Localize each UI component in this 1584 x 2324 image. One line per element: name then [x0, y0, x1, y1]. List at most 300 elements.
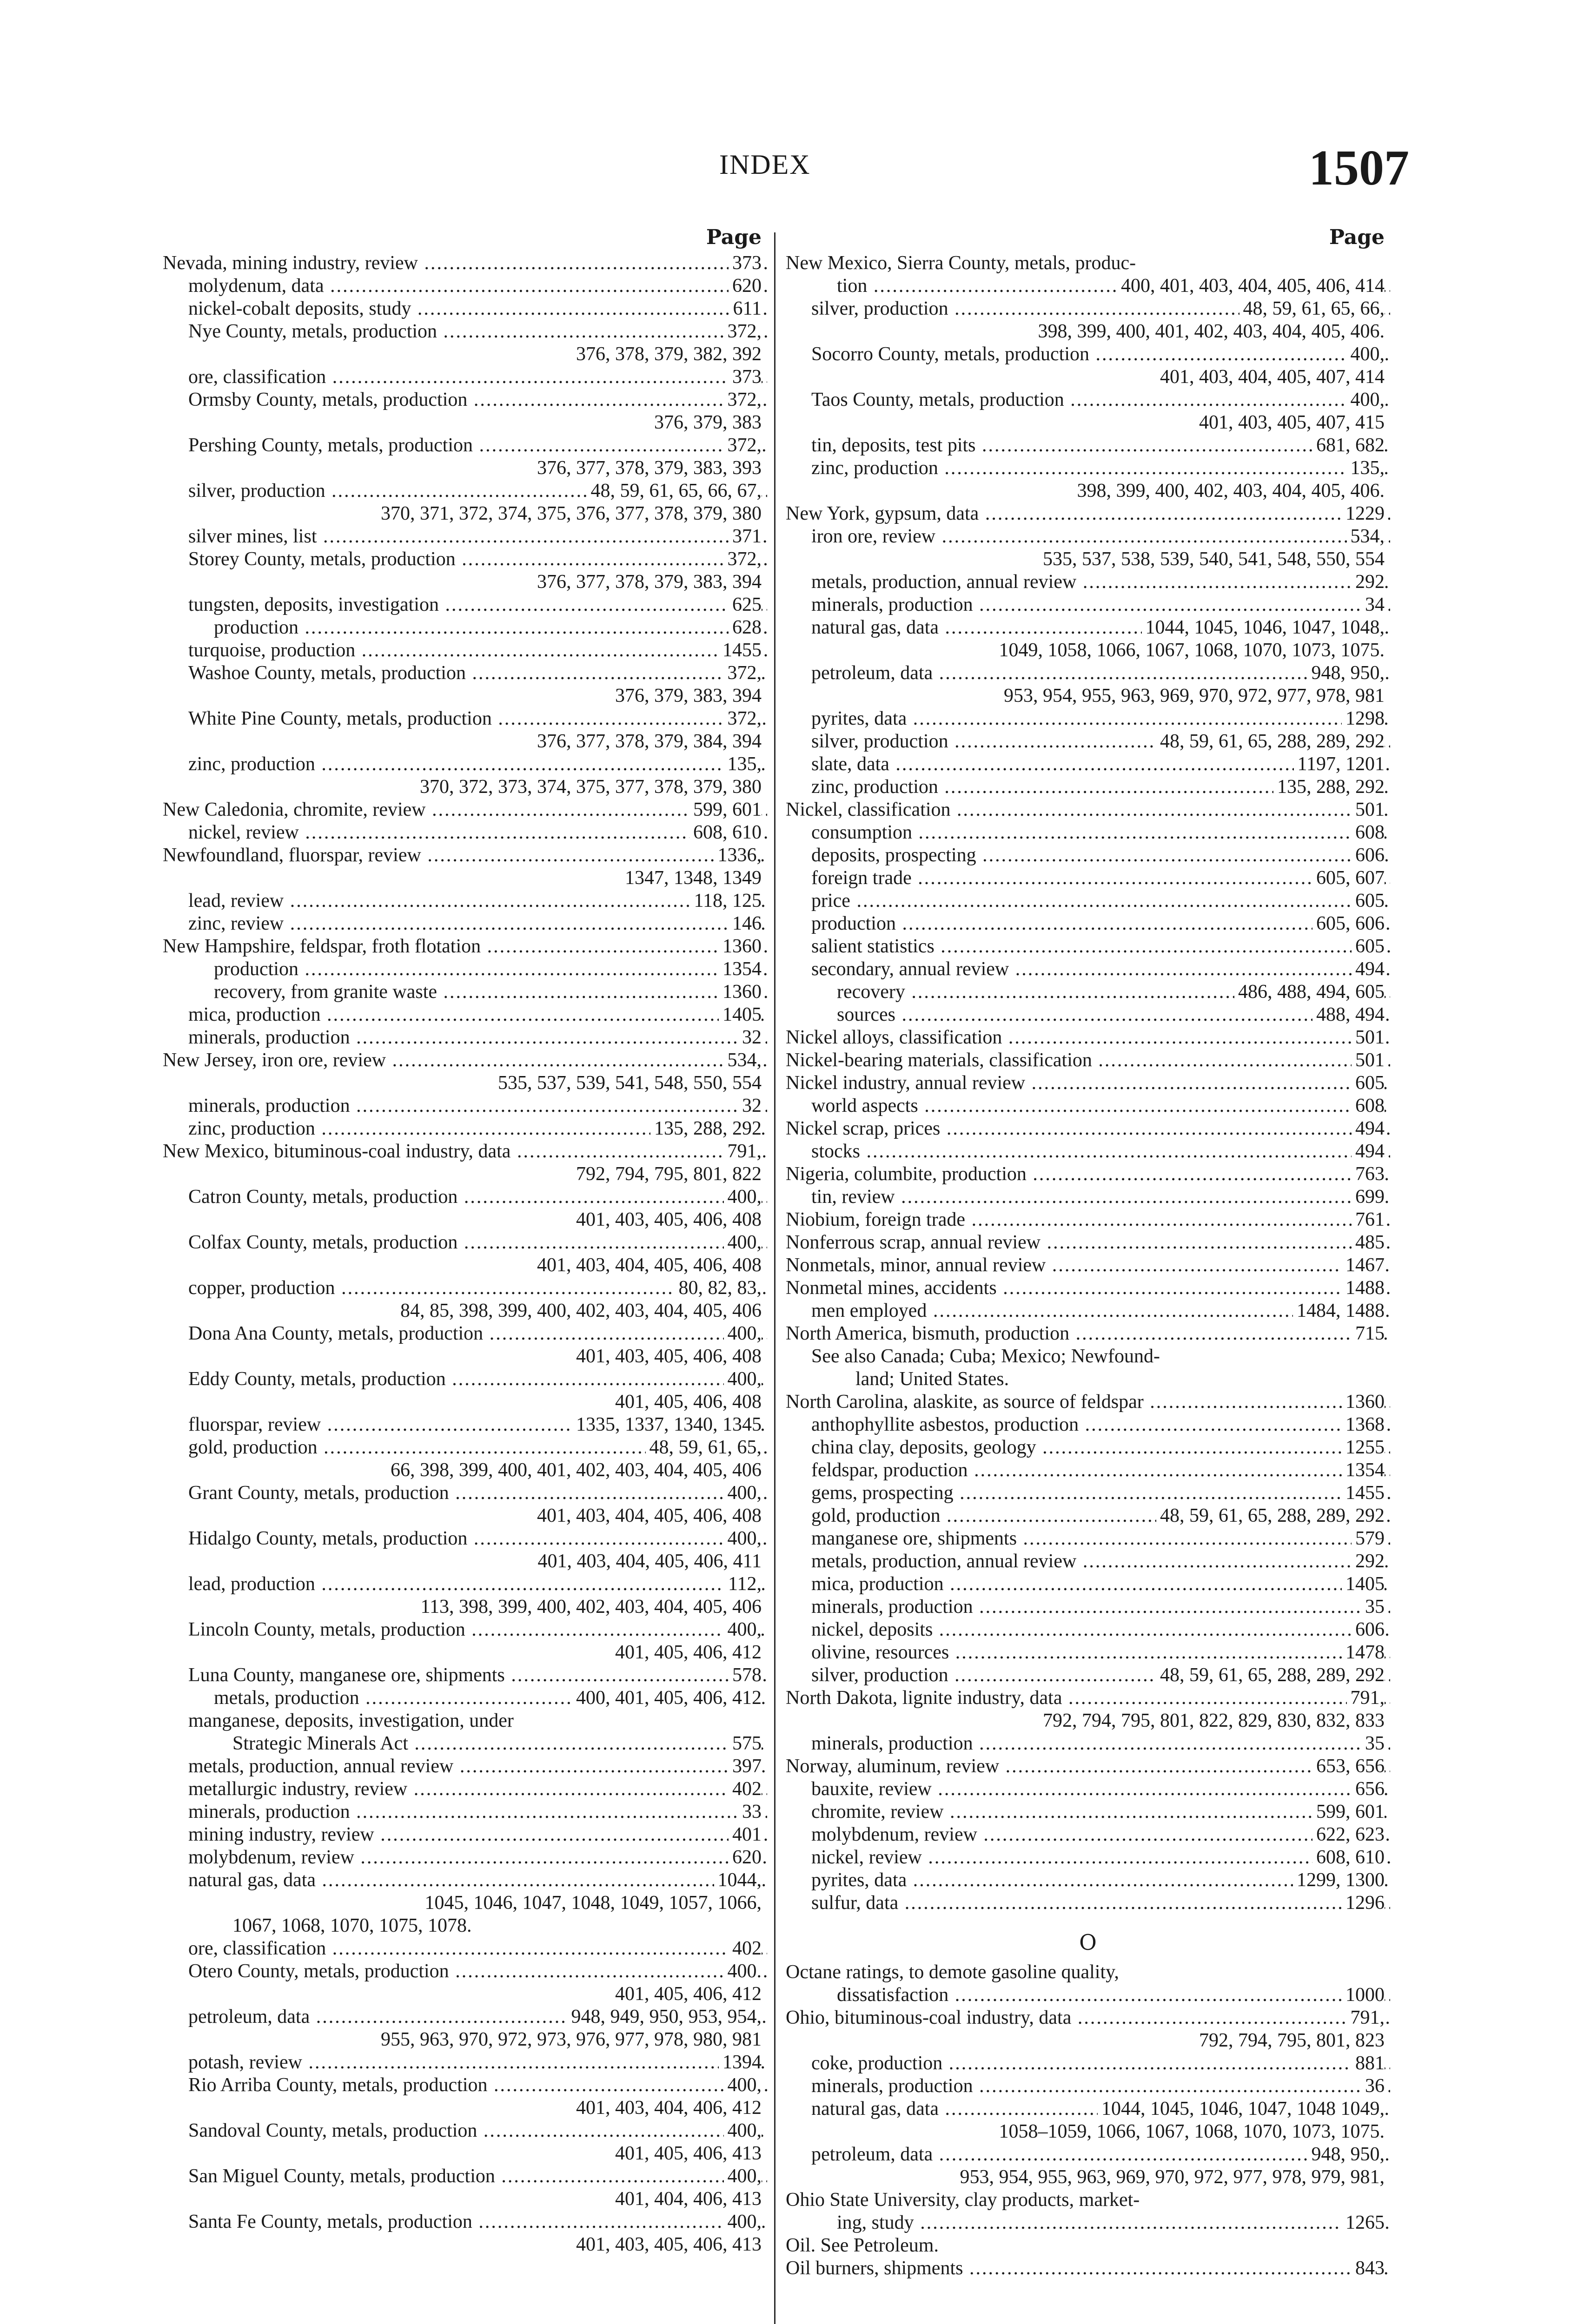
- page-references: 401, 405, 406, 413: [611, 2143, 762, 2164]
- index-entry: [163, 1892, 767, 1915]
- index-entry: [786, 2098, 1390, 2120]
- page-references: 628: [729, 616, 762, 639]
- index-term: petroleum, data .....: [188, 2006, 767, 2027]
- page-references: 605, 607: [1312, 867, 1385, 890]
- index-term: Eddy County, metals, production .....: [188, 1368, 767, 1390]
- index-entry: [786, 2257, 1390, 2280]
- index-entry: [163, 1140, 767, 1163]
- index-entry: [163, 730, 767, 753]
- index-entry: [163, 2006, 767, 2028]
- index-term: tin, review .....: [811, 1186, 1390, 1208]
- index-term: Ormsby County, metals, production .....: [188, 389, 767, 410]
- index-entry: [786, 1026, 1390, 1049]
- index-term: consumption .....: [811, 822, 1390, 843]
- index-entry: [786, 1413, 1390, 1436]
- page-references: 401, 403, 404, 405, 406, 408: [533, 1505, 762, 1526]
- index-entry: [786, 1710, 1390, 1732]
- index-entry: [163, 1710, 767, 1732]
- index-term: New Hampshire, feldspar, froth flotation .....: [163, 936, 767, 957]
- index-entry: [786, 525, 1390, 548]
- index-entry: [163, 2028, 767, 2051]
- index-entry: [163, 389, 767, 411]
- index-term: molybdenum, review .....: [188, 1847, 767, 1868]
- index-term: coke, production .....: [811, 2053, 1390, 2074]
- index-term: slate, data .....: [811, 753, 1390, 775]
- index-entry: [786, 1778, 1390, 1801]
- page-references: 948, 950,: [1308, 662, 1385, 685]
- index-entry: [163, 776, 767, 799]
- index-term: minerals, production .....: [811, 594, 1390, 615]
- index-term: New York, gypsum, data .....: [786, 503, 1390, 524]
- page-references: 376, 378, 379, 382, 392: [572, 343, 762, 365]
- index-entry: [163, 890, 767, 912]
- page-references: 535, 537, 538, 539, 540, 541, 548, 550, 554: [1039, 548, 1385, 570]
- index-entry: [786, 1117, 1390, 1140]
- index-entry: [163, 1527, 767, 1550]
- index-entry: [163, 958, 767, 981]
- page-references: 34: [1361, 594, 1385, 616]
- page-references: 535, 537, 539, 541, 548, 550, 554: [494, 1072, 762, 1094]
- page-references: 1405: [1342, 1573, 1385, 1596]
- index-entry: [163, 2074, 767, 2097]
- page-references: 578: [729, 1664, 762, 1687]
- index-term: Rio Arriba County, metals, production .....: [188, 2074, 767, 2096]
- index-entry: [163, 1231, 767, 1254]
- page-references: 401, 403, 404, 405, 406, 411: [534, 1551, 762, 1572]
- page-references: 33: [738, 1801, 762, 1823]
- index-entry: [163, 1322, 767, 1345]
- index-term: bauxite, review .....: [811, 1778, 1390, 1800]
- index-entry: [786, 1345, 1390, 1368]
- index-term: zinc, production .....: [188, 753, 767, 775]
- index-entry: [163, 1823, 767, 1846]
- index-term: petroleum, data .....: [811, 2144, 1390, 2165]
- page-references: 402: [729, 1937, 762, 1960]
- page-references: 48, 59, 61, 65, 288, 289, 292: [1156, 730, 1385, 753]
- index-entry: [163, 616, 767, 639]
- index-entry: [786, 571, 1390, 594]
- index-term: minerals, production .....: [188, 1027, 767, 1048]
- index-term: secondary, annual review .....: [811, 958, 1390, 980]
- index-term: Nickel alloys, classification .....: [786, 1027, 1390, 1048]
- index-entry: [786, 1984, 1390, 2007]
- index-entry: [163, 480, 767, 502]
- page-references: 1455: [1342, 1482, 1385, 1505]
- index-term: minerals, production .....: [188, 1095, 767, 1116]
- index-term: lead, review .....: [188, 890, 767, 911]
- index-term: tungsten, deposits, investigation .....: [188, 594, 767, 615]
- page-header: [0, 139, 1584, 195]
- index-term: copper, production .....: [188, 1277, 767, 1299]
- index-term: Santa Fe County, metals, production .....: [188, 2211, 767, 2232]
- index-entry: [786, 1823, 1390, 1846]
- index-entry: [786, 275, 1390, 297]
- page-references: 36: [1361, 2075, 1385, 2098]
- index-entry: [163, 1300, 767, 1322]
- index-term: gold, production .....: [811, 1505, 1390, 1526]
- index-term: metallurgic industry, review .....: [188, 1778, 767, 1800]
- index-entry: [163, 525, 767, 548]
- page-references: 376, 379, 383: [650, 412, 762, 433]
- page-references: 48, 59, 61, 65, 288, 289, 292: [1156, 1664, 1385, 1687]
- page-references: 494: [1352, 1117, 1385, 1140]
- index-entry: [163, 2233, 767, 2256]
- index-entry: [786, 2120, 1390, 2143]
- page-references: 501: [1352, 799, 1385, 821]
- page-references: 948, 950,: [1308, 2143, 1385, 2166]
- index-entry: [163, 502, 767, 525]
- page-references: 400,: [724, 1322, 762, 1345]
- index-entry: [786, 867, 1390, 890]
- index-entry: [786, 821, 1390, 844]
- page-references: 372,: [724, 548, 762, 571]
- index-term: metals, production, annual review .....: [811, 1551, 1390, 1572]
- right-index-entries-o: [786, 1961, 1390, 2280]
- index-term: New Mexico, bituminous-coal industry, data .....: [163, 1141, 767, 1162]
- page-references: 1360: [719, 935, 762, 958]
- page-references: 485: [1352, 1231, 1385, 1254]
- page-references: 534,: [1347, 525, 1385, 548]
- index-term: New Mexico, Sierra County, metals, produc-: [786, 252, 1136, 274]
- right-column: [786, 223, 1390, 2280]
- index-term: silver, production .....: [811, 298, 1390, 319]
- index-term: Lincoln County, metals, production .....: [188, 1619, 767, 1640]
- index-term: Nickel, classification .....: [786, 799, 1390, 820]
- index-term: minerals, production .....: [811, 1733, 1390, 1754]
- index-entry: [786, 1618, 1390, 1641]
- page-references: 1049, 1058, 1066, 1067, 1068, 1070, 1073, 1075.: [995, 640, 1385, 661]
- page-references: 401: [729, 1823, 762, 1846]
- index-entry: [786, 1573, 1390, 1596]
- index-entry: [163, 1596, 767, 1618]
- page-references: 620: [729, 1846, 762, 1869]
- page-references: 1000: [1342, 1984, 1385, 2007]
- index-entry: [163, 1436, 767, 1459]
- index-term: natural gas, data .....: [811, 2098, 1390, 2119]
- index-term: Nevada, mining industry, review .....: [163, 252, 767, 274]
- index-term: silver, production .....: [188, 480, 767, 502]
- page-references: 715: [1352, 1322, 1385, 1345]
- index-entry: [786, 1186, 1390, 1208]
- page-references: 401, 403, 405, 406, 408: [572, 1346, 762, 1367]
- index-entry: [163, 1573, 767, 1596]
- page-references: 843: [1352, 2257, 1385, 2280]
- index-entry: [163, 1915, 767, 1937]
- page-references: 656: [1352, 1778, 1385, 1801]
- page-references: 371: [729, 525, 762, 548]
- index-term: salient statistics .....: [811, 936, 1390, 957]
- page-references: 605: [1352, 890, 1385, 912]
- index-term: Oil. See Petroleum.: [786, 2235, 939, 2256]
- index-term: Nickel industry, annual review .....: [786, 1072, 1390, 1094]
- page-references: 1354: [1342, 1459, 1385, 1482]
- page-references: 1229: [1342, 502, 1385, 525]
- page-references: 608, 610: [1312, 1846, 1385, 1869]
- index-term: Taos County, metals, production .....: [811, 389, 1390, 410]
- page-references: 620: [729, 275, 762, 297]
- index-entry: [163, 685, 767, 707]
- index-entry: [163, 594, 767, 616]
- index-entry: [786, 1869, 1390, 1892]
- index-entry: [163, 320, 767, 343]
- index-term: natural gas, data .....: [188, 1869, 767, 1891]
- index-entry: [786, 616, 1390, 639]
- index-entry: [786, 457, 1390, 480]
- index-entry: [786, 1254, 1390, 1277]
- page-references: 376, 377, 378, 379, 383, 393: [533, 457, 762, 479]
- index-entry: [786, 685, 1390, 707]
- index-entry: [163, 252, 767, 275]
- index-entry: [786, 1322, 1390, 1345]
- index-entry: [786, 1664, 1390, 1687]
- index-entry: [163, 1163, 767, 1186]
- page-references: 1255: [1342, 1436, 1385, 1459]
- index-entry: [786, 1505, 1390, 1527]
- index-term: Nye County, metals, production .....: [188, 321, 767, 342]
- right-index-entries: [786, 252, 1390, 1915]
- index-term: Norway, aluminum, review .....: [786, 1756, 1390, 1777]
- page-references: 606: [1352, 844, 1385, 867]
- page-references: 401, 403, 405, 406, 413: [572, 2234, 762, 2255]
- page-references: 372,: [724, 662, 762, 685]
- index-entry: [163, 1664, 767, 1687]
- index-term: sources .....: [837, 1004, 1390, 1025]
- running-title: INDEX: [719, 149, 811, 180]
- index-entry: [163, 1755, 767, 1778]
- index-entry: [786, 502, 1390, 525]
- index-entry: [163, 935, 767, 958]
- index-term: Hidalgo County, metals, production .....: [188, 1528, 767, 1549]
- index-entry: [163, 1277, 767, 1300]
- page-references: 1045, 1046, 1047, 1048, 1049, 1057, 1066,: [421, 1892, 762, 1914]
- page-references: 605: [1352, 935, 1385, 958]
- index-term: zinc, production .....: [811, 776, 1390, 798]
- index-entry: [163, 639, 767, 662]
- index-entry: [163, 1550, 767, 1573]
- page-references: 48, 59, 61, 65, 288, 289, 292: [1156, 1505, 1385, 1527]
- page-references: 400,: [724, 2165, 762, 2188]
- index-entry: [786, 434, 1390, 457]
- index-entry: [786, 1277, 1390, 1300]
- index-term: silver mines, list .....: [188, 526, 767, 547]
- page-references: 32: [738, 1095, 762, 1117]
- page-references: 792, 794, 795, 801, 822: [572, 1163, 762, 1185]
- index-term: Octane ratings, to demote gasoline quality,: [786, 1961, 1119, 1983]
- page-references: 486, 488, 494, 605: [1234, 981, 1385, 1004]
- index-entry: [163, 571, 767, 594]
- page-column-label: Page: [706, 225, 762, 249]
- page-references: 401, 403, 404, 406, 412: [572, 2097, 762, 2119]
- page-references: 488, 494: [1312, 1004, 1385, 1026]
- index-entry: [163, 1186, 767, 1208]
- index-entry: [163, 1004, 767, 1026]
- index-term: dissatisfaction .....: [837, 1984, 1390, 2006]
- index-term: San Miguel County, metals, production .....: [188, 2166, 767, 2187]
- index-entry: [163, 2211, 767, 2233]
- index-term: lead, production .....: [188, 1573, 767, 1595]
- index-entry: [163, 1026, 767, 1049]
- index-entry: [163, 1117, 767, 1140]
- page-references: 1488: [1342, 1277, 1385, 1300]
- index-term: recovery, from granite waste .....: [214, 981, 767, 1003]
- index-term: production .....: [214, 958, 767, 980]
- index-entry: [163, 1869, 767, 1892]
- page-references: 1455: [719, 639, 762, 662]
- index-entry: [786, 1140, 1390, 1163]
- index-term: North America, bismuth, production .....: [786, 1323, 1390, 1344]
- page-references: 135, 288, 292: [1273, 776, 1385, 799]
- index-term: Colfax County, metals, production .....: [188, 1232, 767, 1253]
- index-entry: [786, 1300, 1390, 1322]
- page-references: 400,: [724, 1618, 762, 1641]
- page-references: 494: [1352, 1140, 1385, 1163]
- index-entry: [786, 981, 1390, 1004]
- index-entry: [786, 1163, 1390, 1186]
- index-term: pyrites, data .....: [811, 1869, 1390, 1891]
- index-entry: [786, 2234, 1390, 2257]
- page-references: 881: [1352, 2052, 1385, 2075]
- page-references: 955, 963, 970, 972, 973, 976, 977, 978, 980, 981: [377, 2029, 762, 2050]
- page-references: 791,: [1347, 1687, 1385, 1710]
- index-entry: [163, 1459, 767, 1482]
- index-entry: [786, 1391, 1390, 1413]
- index-entry: [786, 2075, 1390, 2098]
- index-term: Catron County, metals, production .....: [188, 1186, 767, 1208]
- index-entry: [163, 275, 767, 297]
- page-references: 1197, 1201: [1294, 753, 1385, 776]
- page-references: 372,: [724, 707, 762, 730]
- index-term: See also Canada; Cuba; Mexico; Newfound-: [811, 1346, 1160, 1367]
- index-entry: [163, 1095, 767, 1117]
- index-term: men employed .....: [811, 1300, 1390, 1321]
- section-letter: O: [1079, 1930, 1097, 1955]
- page-references: 400,: [724, 2211, 762, 2233]
- index-term: Nickel-bearing materials, classification .....: [786, 1050, 1390, 1071]
- index-term: manganese, deposits, investigation, under: [188, 1710, 514, 1731]
- page-references: 398, 399, 400, 401, 402, 403, 404, 405, 406.: [1034, 321, 1385, 342]
- index-entry: [786, 480, 1390, 502]
- page-references: 84, 85, 398, 399, 400, 402, 403, 404, 405, 406: [397, 1300, 762, 1321]
- index-entry: [163, 1618, 767, 1641]
- index-entry: [163, 1937, 767, 1960]
- index-entry: [163, 1072, 767, 1095]
- page-references: 1354: [719, 958, 762, 981]
- page-references: 1265: [1342, 2212, 1385, 2234]
- index-term: gems, prospecting .....: [811, 1482, 1390, 1504]
- index-term: nickel, deposits .....: [811, 1619, 1390, 1640]
- page-references: 400, 401, 403, 404, 405, 406, 414: [1117, 275, 1385, 297]
- page-references: 113, 398, 399, 400, 402, 403, 404, 405, 406: [417, 1596, 762, 1618]
- index-term: Washoe County, metals, production .....: [188, 662, 767, 684]
- page-references: 80, 82, 83,: [675, 1277, 762, 1300]
- index-term: Socorro County, metals, production .....: [811, 343, 1390, 365]
- index-entry: [786, 639, 1390, 662]
- page-references: 48, 59, 61, 65,: [646, 1436, 762, 1459]
- index-entry: [786, 2007, 1390, 2029]
- page-references: 400,: [1347, 389, 1385, 411]
- index-term: Ohio State University, clay products, market-: [786, 2189, 1140, 2211]
- page-references: 792, 794, 795, 801, 823: [1195, 2030, 1385, 2051]
- index-entry: [786, 2189, 1390, 2212]
- index-entry: [786, 1596, 1390, 1618]
- page-references: 372,: [724, 389, 762, 411]
- page-references: 118, 125: [690, 890, 762, 912]
- index-term: ore, classification .....: [188, 1938, 767, 1959]
- index-entry: [786, 1892, 1390, 1915]
- index-entry: [786, 2143, 1390, 2166]
- page-references: 579: [1352, 1527, 1385, 1550]
- page-references: 611: [729, 297, 762, 320]
- index-entry: [786, 1072, 1390, 1095]
- index-entry: [786, 1004, 1390, 1026]
- index-term: natural gas, data .....: [811, 617, 1390, 638]
- page-references: 398, 399, 400, 402, 403, 404, 405, 406.: [1074, 480, 1385, 502]
- index-entry: [163, 343, 767, 366]
- page-references: 1360: [1342, 1391, 1385, 1413]
- index-term: White Pine County, metals, production .....: [188, 708, 767, 729]
- left-column: [163, 223, 767, 2256]
- index-term: olivine, resources .....: [811, 1642, 1390, 1663]
- index-term: petroleum, data .....: [811, 662, 1390, 684]
- page-references: 376, 377, 378, 379, 383, 394: [533, 571, 762, 593]
- index-entry: [786, 2052, 1390, 2075]
- index-term: production .....: [811, 913, 1390, 934]
- index-term: North Dakota, lignite industry, data .....: [786, 1687, 1390, 1709]
- page-column-label: Page: [1329, 225, 1385, 249]
- index-term: ing, study .....: [837, 2212, 1390, 2233]
- index-entry: [163, 1345, 767, 1368]
- index-term: New Jersey, iron ore, review .....: [163, 1050, 767, 1071]
- index-entry: [786, 1846, 1390, 1869]
- index-term: pyrites, data .....: [811, 708, 1390, 729]
- index-entry: [163, 753, 767, 776]
- index-term: foreign trade .....: [811, 867, 1390, 889]
- index-entry: [786, 2166, 1390, 2189]
- page-references: 622, 623: [1312, 1823, 1385, 1846]
- page-references: 135,: [724, 753, 762, 776]
- index-entry: [163, 1778, 767, 1801]
- page-references: 400,: [724, 2074, 762, 2097]
- index-term: Grant County, metals, production .....: [188, 1482, 767, 1504]
- index-entry: [786, 1436, 1390, 1459]
- index-term: potash, review .....: [188, 2052, 767, 2073]
- index-entry: [163, 2188, 767, 2211]
- page-references: 400,: [724, 2119, 762, 2142]
- page-references: 608: [1352, 1095, 1385, 1117]
- index-entry: [786, 1550, 1390, 1573]
- index-term: mica, production .....: [811, 1573, 1390, 1595]
- index-entry: [786, 1732, 1390, 1755]
- index-entry: [786, 1208, 1390, 1231]
- index-term: mica, production .....: [188, 1004, 767, 1025]
- page-references: 605: [1352, 1072, 1385, 1095]
- page-references: 35: [1361, 1596, 1385, 1618]
- index-entry: [786, 343, 1390, 366]
- page-references: 1368: [1342, 1413, 1385, 1436]
- index-entry: [786, 730, 1390, 753]
- page-references: 953, 954, 955, 963, 969, 970, 972, 977, 978, 981: [1000, 685, 1385, 706]
- index-entry: [786, 2212, 1390, 2234]
- index-entry: [786, 1641, 1390, 1664]
- index-term: Nonmetal mines, accidents .....: [786, 1277, 1390, 1299]
- index-term: production .....: [214, 617, 767, 638]
- page-references: 401, 405, 406, 412: [611, 1642, 762, 1663]
- index-entry: [163, 844, 767, 867]
- index-term: fluorspar, review .....: [188, 1414, 767, 1435]
- page-references: 372,: [724, 320, 762, 343]
- page-references: 1347, 1348, 1349: [621, 867, 762, 889]
- page-references: 501: [1352, 1049, 1385, 1072]
